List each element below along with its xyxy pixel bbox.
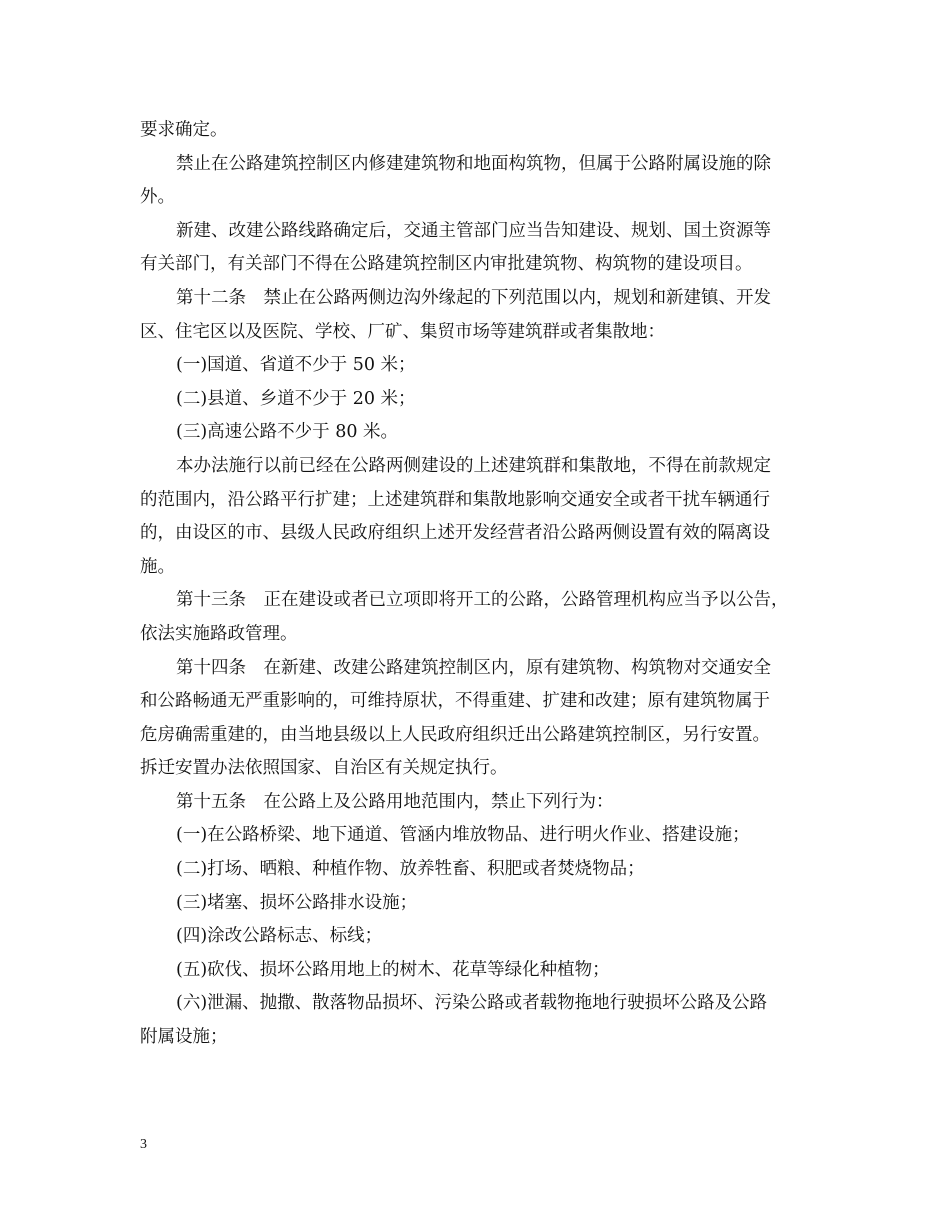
text-line: 第十三条 正在建设或者已立项即将开工的公路，公路管理机构应当予以公告， [176,590,789,611]
text-line: (三)堵塞、损坏公路排水设施； [176,892,418,913]
text-line: 有关部门，有关部门不得在公路建筑控制区内审批建筑物、构筑物的建设项目。 [140,254,753,275]
text-line: (二)打场、晒粮、种植作物、放养牲畜、积肥或者焚烧物品； [176,859,645,880]
text-line: 和公路畅通无严重影响的，可维持原状，不得重建、扩建和改建；原有建筑物属于 [140,691,770,712]
text-line: 依法实施路政管理。 [140,623,298,644]
text-line: 区、住宅区以及医院、学校、厂矿、集贸市场等建筑群或者集散地： [140,321,665,342]
text-line: 要求确定。 [140,120,228,140]
text-line: (六)泄漏、抛撒、散落物品损坏、污染公路或者载物拖地行驶损坏公路及公路 [176,993,768,1014]
text-line: 施。 [140,556,175,577]
text-line: (一)国道、省道不少于 50 米； [176,355,416,376]
text-line: 新建、改建公路线路确定后，交通主管部门应当告知建设、规划、国土资源等 [176,220,771,241]
text-line: (三)高速公路不少于 80 米。 [176,422,399,443]
text-line: (一)在公路桥梁、地下通道、管涵内堆放物品、进行明火作业、搭建设施； [176,825,750,846]
text-line: 外。 [140,187,175,208]
text-line: 的范围内，沿公路平行扩建；上述建筑群和集散地影响交通安全或者干扰车辆通行 [140,489,770,510]
text-line: 本办法施行以前已经在公路两侧建设的上述建筑群和集散地，不得在前款规定 [176,455,771,476]
text-line: 第十二条 禁止在公路两侧边沟外缘起的下列范围以内，规划和新建镇、开发 [176,287,771,308]
text-line: (二)县道、乡道不少于 20 米； [176,388,416,409]
text-line: (五)砍伐、损坏公路用地上的树木、花草等绿化种植物； [176,959,610,980]
text-line: 第十五条 在公路上及公路用地范围内，禁止下列行为： [176,791,614,812]
text-line: 的，由设区的市、县级人民政府组织上述开发经营者沿公路两侧设置有效的隔离设 [140,523,770,544]
text-line: 第十四条 在新建、改建公路建筑控制区内，原有建筑物、构筑物对交通安全 [176,657,771,678]
text-line: (四)涂改公路标志、标线； [176,926,383,947]
document-body [140,114,830,1055]
page-number: 3 [140,1137,147,1152]
text-line: 危房确需重建的，由当地县级以上人民政府组织迁出公路建筑控制区，另行安置。 [140,724,770,745]
text-line: 禁止在公路建筑控制区内修建建筑物和地面构筑物，但属于公路附属设施的除 [176,153,771,174]
text-line: 拆迁安置办法依照国家、自治区有关规定执行。 [140,758,508,779]
text-line: 附属设施； [140,1027,228,1048]
